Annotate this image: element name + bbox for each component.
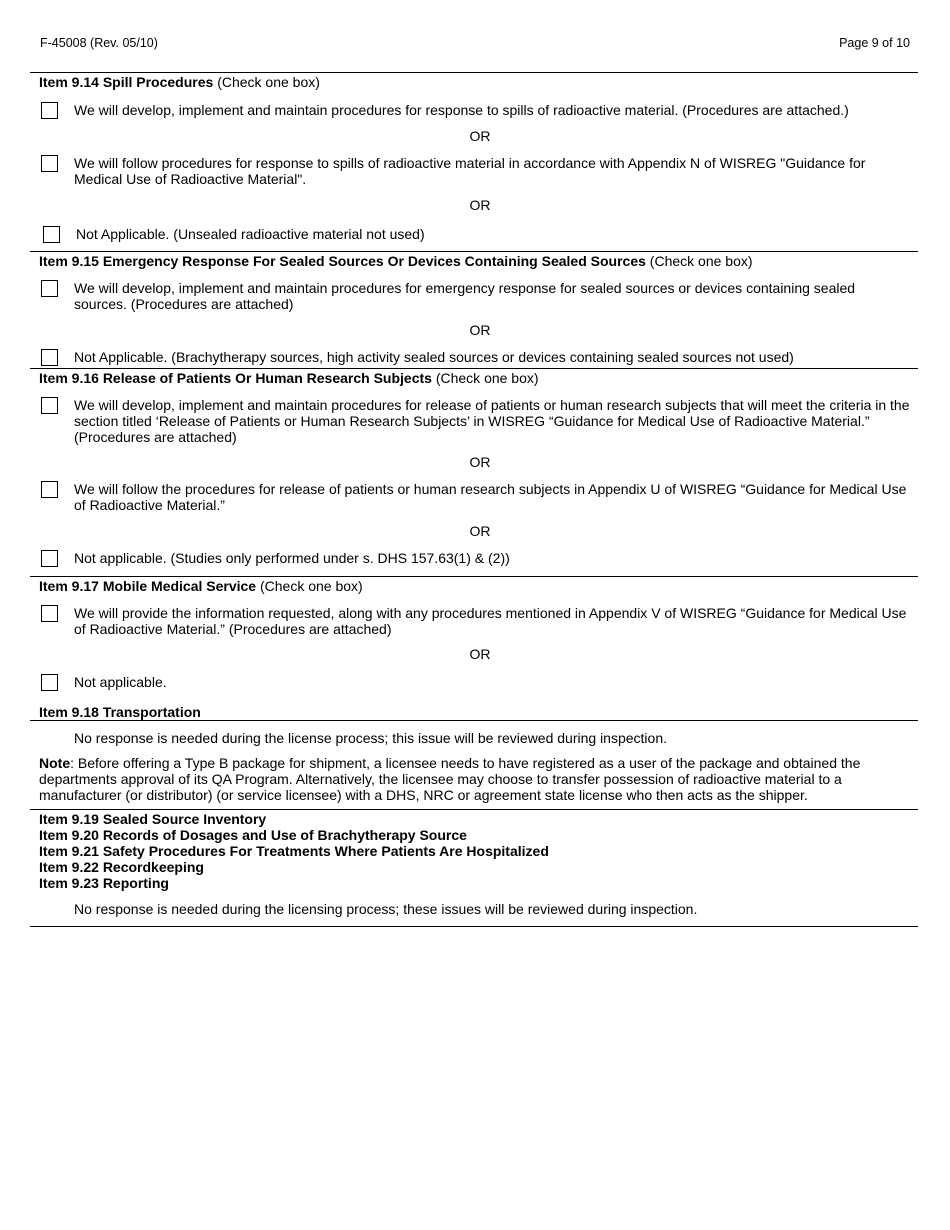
item-9-16-checkbox-2[interactable] bbox=[41, 481, 58, 498]
item-9-16-option-2 bbox=[30, 481, 918, 513]
item-9-16-checkbox-1[interactable] bbox=[41, 397, 58, 414]
item-9-14-option-2 bbox=[30, 155, 918, 187]
item-9-15-section bbox=[30, 251, 918, 365]
item-9-16-option-1-text: We will develop, implement and maintain procedures for release of patients or human research subjects that will meet the criteria in the section titled ‘Release of Patients or Human Research Subjects’ in WISREG “Guidance for Medical Use of Radioactive Material.” (Procedures are attached) bbox=[74, 397, 910, 445]
item-9-16-title-row bbox=[30, 368, 918, 388]
items-9-19-to-9-23-response: No response is needed during the licensing process; these issues will be reviewed during inspection. bbox=[74, 901, 698, 917]
item-9-20-title: Item 9.20 Records of Dosages and Use of Brachytherapy Source bbox=[39, 827, 467, 843]
item-9-16-instruction: (Check one box) bbox=[435, 370, 539, 386]
item-9-16-title: Item 9.16 Release of Patients Or Human Research Subjects bbox=[39, 370, 432, 386]
item-9-17-title-row bbox=[30, 576, 918, 596]
item-9-14-option-2-text: We will follow procedures for response to spills of radioactive material in accordance with Appendix N of WISREG "Guidance for Medical Use of Radioactive Material". bbox=[74, 155, 866, 187]
item-9-16-section bbox=[30, 368, 918, 566]
form-id: F-45008 (Rev. 05/10) bbox=[40, 36, 158, 50]
item-9-14-title-row bbox=[30, 72, 918, 92]
item-9-15-title-row bbox=[30, 251, 918, 271]
item-9-17-checkbox-1[interactable] bbox=[41, 605, 58, 622]
item-9-17-option-2-text: Not applicable. bbox=[74, 674, 167, 690]
or-separator: OR bbox=[469, 454, 491, 470]
item-9-23-title: Item 9.23 Reporting bbox=[39, 875, 169, 891]
item-9-17-checkbox-2[interactable] bbox=[41, 674, 58, 691]
item-9-17-instruction: (Check one box) bbox=[260, 578, 363, 594]
item-9-14-instruction: (Check one box) bbox=[217, 74, 320, 90]
item-9-19-title: Item 9.19 Sealed Source Inventory bbox=[39, 811, 267, 827]
item-9-21-title: Item 9.21 Safety Procedures For Treatments Where Patients Are Hospitalized bbox=[39, 843, 549, 859]
bottom-rule bbox=[30, 926, 918, 927]
item-9-14-option-3-text: Not Applicable. (Unsealed radioactive material not used) bbox=[76, 226, 425, 242]
item-9-18-section bbox=[30, 704, 918, 803]
item-9-17-option-2 bbox=[30, 674, 918, 690]
or-separator: OR bbox=[469, 197, 491, 213]
note-text: : Before offering a Type B package for shipment, a licensee needs to have registered as a user of the package and obtained the departments approval of its QA Program. Alternatively, the licensee may choose to transfer possession of radioactive material to a manufacturer (or distributor) (or service licensee) with a DHS, NRC or agreement state license who then acts as the shipper. bbox=[39, 755, 861, 803]
or-separator: OR bbox=[469, 646, 491, 662]
items-9-19-to-9-23-titles bbox=[30, 809, 918, 891]
or-separator: OR bbox=[469, 523, 491, 539]
item-9-14-section bbox=[30, 72, 918, 242]
item-9-14-option-1 bbox=[30, 102, 918, 118]
item-9-17-section bbox=[30, 576, 918, 690]
note-label: Note bbox=[39, 755, 71, 771]
item-9-14-title: Item 9.14 Spill Procedures bbox=[39, 74, 214, 90]
item-9-18-title-row bbox=[30, 704, 918, 720]
item-9-18-response: No response is needed during the license process; this issue will be reviewed during inspection. bbox=[74, 730, 667, 746]
item-9-16-option-1 bbox=[30, 397, 918, 445]
item-9-14-checkbox-3[interactable] bbox=[43, 226, 60, 243]
item-9-15-instruction: (Check one box) bbox=[649, 253, 753, 269]
form-body bbox=[30, 72, 918, 927]
item-9-15-option-1-text: We will develop, implement and maintain procedures for emergency response for sealed sources or devices containing sealed sources. (Procedures are attached) bbox=[74, 280, 856, 312]
item-9-14-option-1-text: We will develop, implement and maintain procedures for response to spills of radioactive material. (Procedures are attached.) bbox=[74, 102, 849, 118]
item-9-14-checkbox-1[interactable] bbox=[41, 102, 58, 119]
or-separator: OR bbox=[469, 322, 491, 338]
item-9-16-option-3 bbox=[30, 550, 918, 566]
or-separator: OR bbox=[469, 128, 491, 144]
item-9-22-title: Item 9.22 Recordkeeping bbox=[39, 859, 204, 875]
item-9-15-checkbox-1[interactable] bbox=[41, 280, 58, 297]
item-9-14-option-3 bbox=[30, 226, 918, 242]
item-9-17-title: Item 9.17 Mobile Medical Service bbox=[39, 578, 257, 594]
item-9-15-title: Item 9.15 Emergency Response For Sealed Sources Or Devices Containing Sealed Sources bbox=[39, 253, 646, 269]
item-9-15-option-1 bbox=[30, 280, 918, 312]
item-9-18-title: Item 9.18 Transportation bbox=[39, 704, 201, 720]
item-9-16-option-2-text: We will follow the procedures for release of patients or human research subjects in Appendix U of WISREG “Guidance for Medical Use of Radioactive Material.” bbox=[74, 481, 907, 513]
item-9-14-checkbox-2[interactable] bbox=[41, 155, 58, 172]
items-9-19-to-9-23-section bbox=[30, 809, 918, 927]
item-9-17-option-1 bbox=[30, 605, 918, 637]
item-9-16-option-3-text: Not applicable. (Studies only performed under s. DHS 157.63(1) & (2)) bbox=[74, 550, 510, 566]
item-9-15-checkbox-2[interactable] bbox=[41, 349, 58, 366]
item-9-15-option-2-text: Not Applicable. (Brachytherapy sources, high activity sealed sources or devices containing sealed sources not used) bbox=[74, 349, 794, 365]
item-9-18-note bbox=[30, 755, 918, 803]
item-9-17-option-1-text: We will provide the information requested, along with any procedures mentioned in Appendix V of WISREG “Guidance for Medical Use of Radioactive Material.” (Procedures are attached) bbox=[74, 605, 907, 637]
item-9-16-checkbox-3[interactable] bbox=[41, 550, 58, 567]
item-9-15-option-2 bbox=[30, 349, 918, 365]
page-number: Page 9 of 10 bbox=[839, 36, 910, 50]
